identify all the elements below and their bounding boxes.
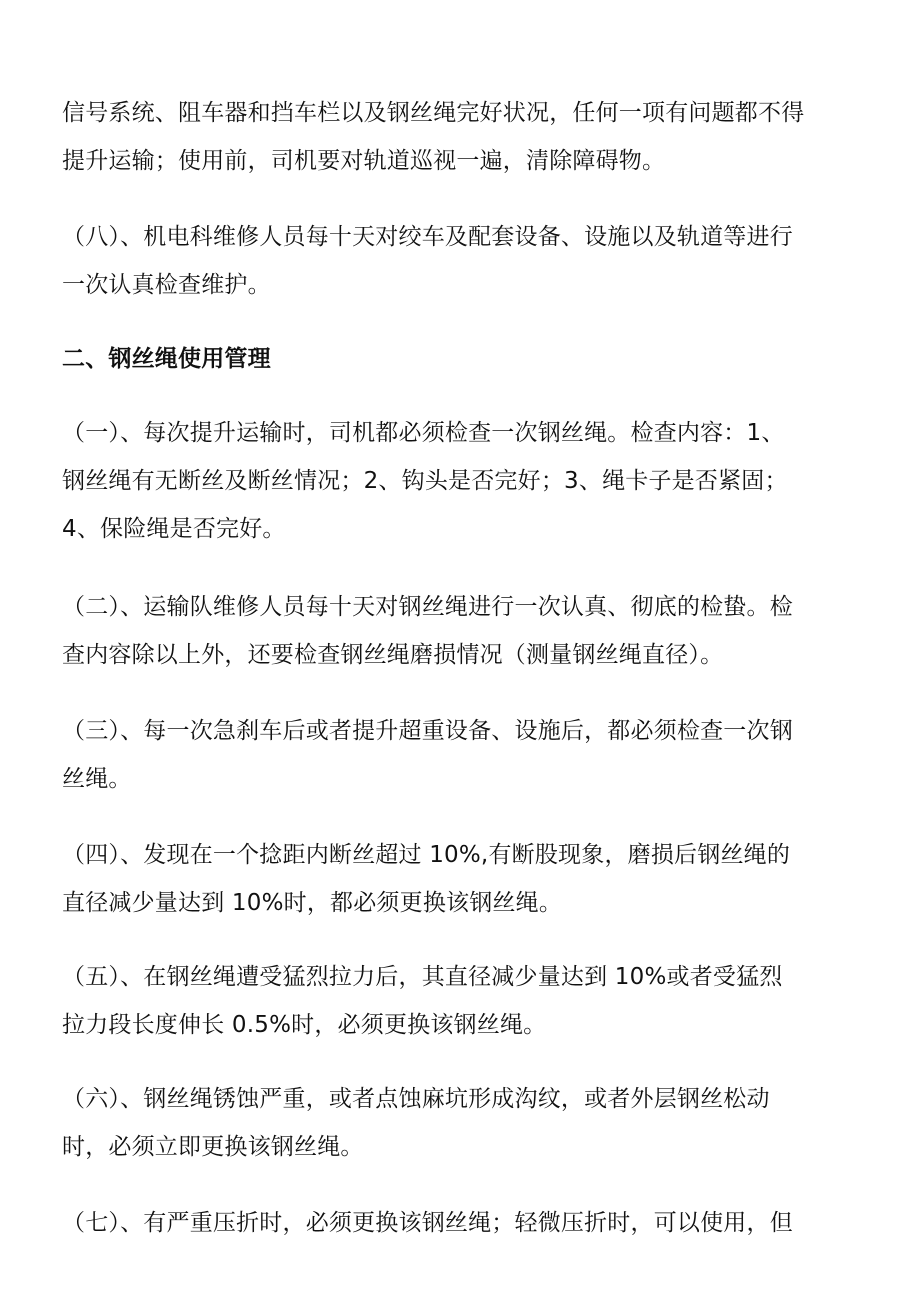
paragraph-line: （八）、机电科维修人员每十天对绞车及配套设备、设施以及轨道等进行 <box>62 224 793 250</box>
paragraph-line: （七）、有严重压折时，必须更换该钢丝绳；轻微压折时，可以使用，但 <box>62 1210 793 1236</box>
paragraph-line: 拉力段长度伸长 0.5%时，必须更换该钢丝绳。 <box>62 1012 547 1038</box>
paragraph-line: （四）、发现在一个捻距内断丝超过 10%,有断股现象，磨损后钢丝绳的 <box>62 842 791 868</box>
paragraph-line: 直径减少量达到 10%时，都必须更换该钢丝绳。 <box>62 890 563 916</box>
section-heading: 二、钢丝绳使用管理 <box>62 346 271 372</box>
paragraph-line: （三）、每一次急刹车后或者提升超重设备、设施后，都必须检查一次钢 <box>62 718 793 744</box>
paragraph-line: （二）、运输队维修人员每十天对钢丝绳进行一次认真、彻底的检蛰。检 <box>62 594 793 620</box>
paragraph-line: 信号系统、阻车器和挡车栏以及钢丝绳完好状况，任何一项有问题都不得 <box>62 100 805 126</box>
paragraph-line: （五）、在钢丝绳遭受猛烈拉力后，其直径减少量达到 10%或者受猛烈 <box>62 964 783 990</box>
paragraph-line: 丝绳。 <box>62 766 132 792</box>
paragraph-line: （六）、钢丝绳锈蚀严重，或者点蚀麻坑形成沟纹，或者外层钢丝松动 <box>62 1086 770 1112</box>
paragraph-line: （一）、每次提升运输时，司机都必须检查一次钢丝绳。检查内容：1、 <box>62 420 785 446</box>
paragraph-line: 钢丝绳有无断丝及断丝情况；2、钩头是否完好；3、绳卡子是否紧固； <box>62 468 788 494</box>
paragraph-line: 查内容除以上外，还要检查钢丝绳磨损情况（测量钢丝绳直径）。 <box>62 642 724 668</box>
paragraph-line: 一次认真检查维护。 <box>62 272 271 298</box>
paragraph-line: 提升运输；使用前，司机要对轨道巡视一遍，清除障碍物。 <box>62 148 666 174</box>
paragraph-line: 时，必须立即更换该钢丝绳。 <box>62 1134 364 1160</box>
paragraph-line: 4、保险绳是否完好。 <box>62 516 286 542</box>
